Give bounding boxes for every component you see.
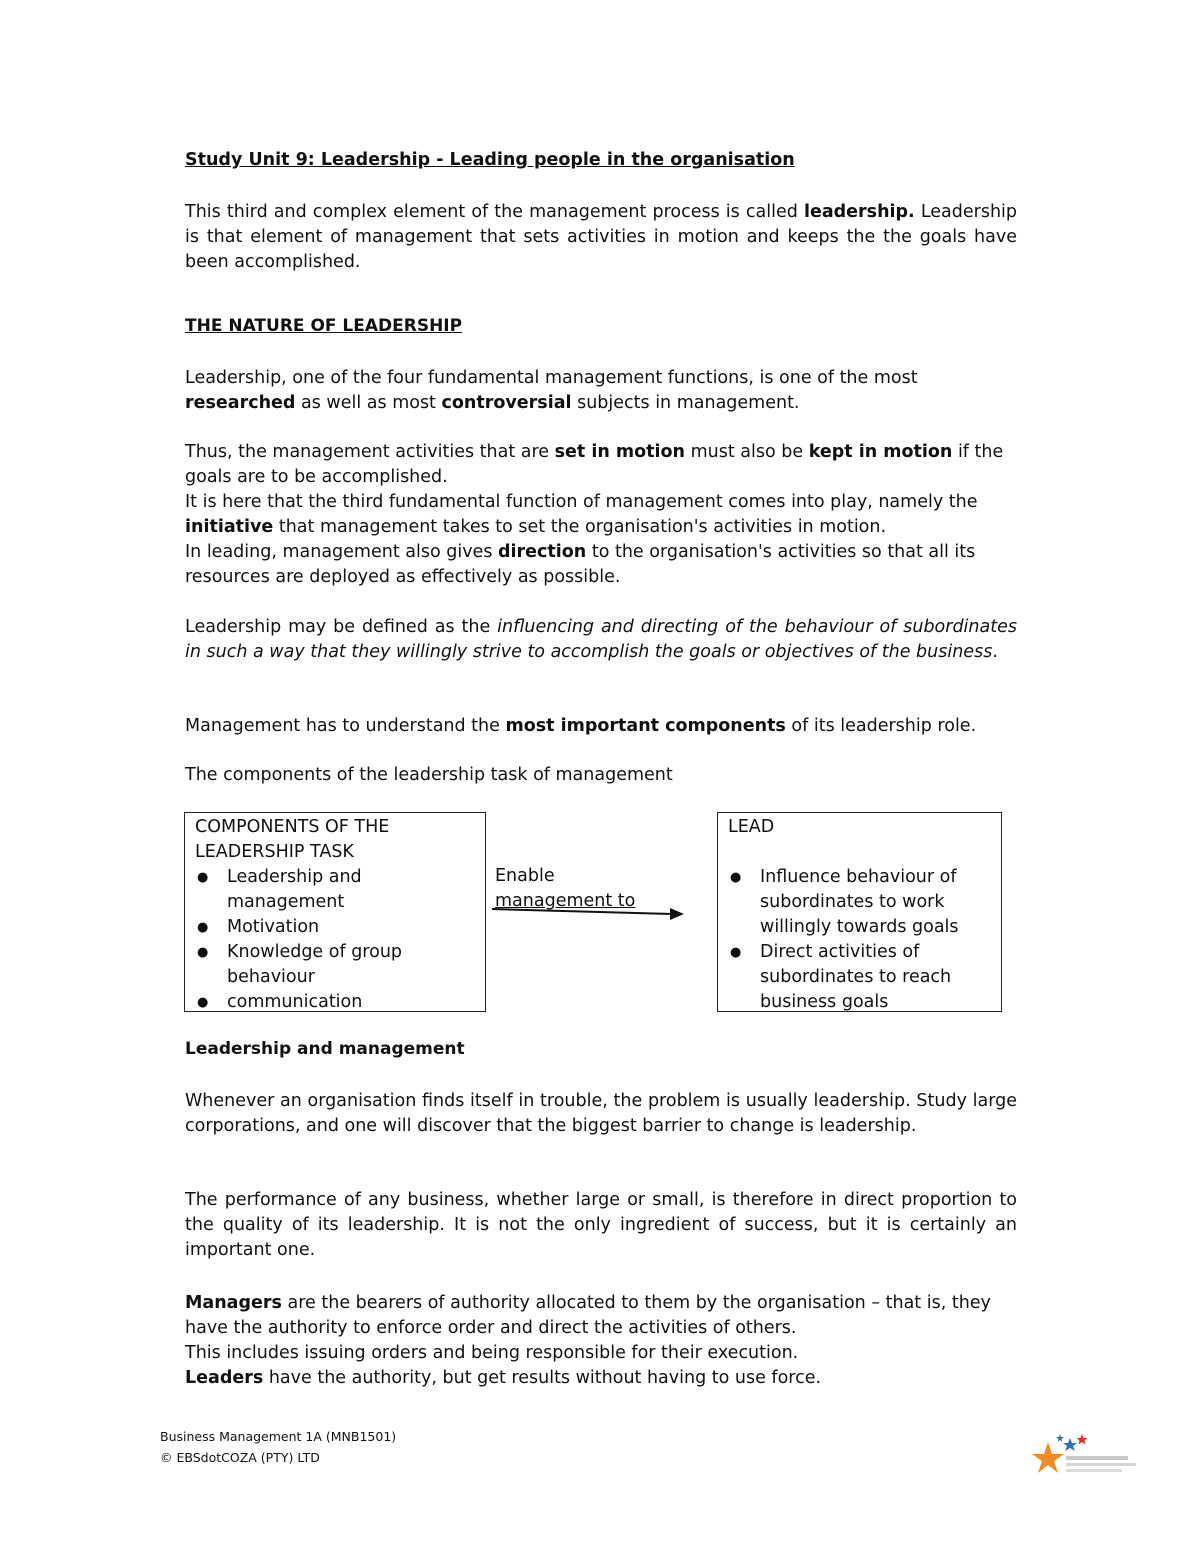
arrow-label-line2: management to [495,891,636,911]
leadership-management-heading: Leadership and management [185,1039,465,1059]
paragraph-definition: Leadership may be defined as the influencing and directing of the behaviour of subordinates in such a way that they willingly strive to accomplish the goals or objectives of the business. [185,617,1017,662]
footer-course: Business Management 1A (MNB1501) [160,1429,397,1444]
lead-box-title: LEAD [728,817,775,837]
intro-paragraph: This third and complex element of the management process is called leadership. Leadership is that element of management that sets activities in motion and keeps the the goals have been accomplished. [185,202,1018,272]
paragraph-trouble: Whenever an organisation finds itself in trouble, the problem is usually leadership. Study large corporations, and one will discover that the biggest barrier to change is leadership. [185,1091,1017,1136]
paragraph-managers-leaders: Managers are the bearers of authority allocated to them by the organisation – that is, they have the authority to enforce order and direct the activities of others. This includes issuing orders and being responsible for their execution. Leaders have the authority, but get results without having to use force. [185,1293,991,1388]
paragraph-components: Management has to understand the most important components of its leadership role. [185,716,977,736]
paragraph-motion: Thus, the management activities that are set in motion must also be kept in motion if the goals are to be accomplished. It is here that the third fundamental function of management comes into play, namely the initiative that management takes to set the organisation's activities in motion. In leading, management also gives direction to the organisation's activities so that all its resources are deployed as effectively as possible. [185,442,1004,587]
list-item: ● Motivation [195,915,475,940]
footer-copyright: © EBSdotCOZA (PTY) LTD [160,1450,320,1465]
arrow-label-line1: Enable [495,866,555,886]
list-item: ● Direct activities of subordinates to reach business goals [728,940,991,1015]
ebs-logo-icon [1030,1432,1140,1482]
components-list [195,865,475,1015]
arrow-right-icon [490,900,690,924]
components-box [184,812,486,1012]
lead-list [728,865,991,1015]
page-title: Study Unit 9: Leadership - Leading people in the organisation [185,150,795,170]
diagram-caption: The components of the leadership task of management [185,765,673,785]
paragraph-researched: Leadership, one of the four fundamental management functions, is one of the most researched as well as most controversial subjects in management. [185,368,918,413]
list-item: ● Influence behaviour of subordinates to work willingly towards goals [728,865,991,940]
list-item: ● Leadership and management [195,865,475,915]
nature-heading: THE NATURE OF LEADERSHIP [185,316,463,336]
lead-box [717,812,1002,1012]
list-item: ● communication [195,990,475,1015]
list-item: ● Knowledge of group behaviour [195,940,475,990]
components-box-title: COMPONENTS OF THE LEADERSHIP TASK [195,817,390,862]
paragraph-performance: The performance of any business, whether large or small, is therefore in direct proportion to the quality of its leadership. It is not the only ingredient of success, but it is certainly an important one. [185,1190,1017,1260]
